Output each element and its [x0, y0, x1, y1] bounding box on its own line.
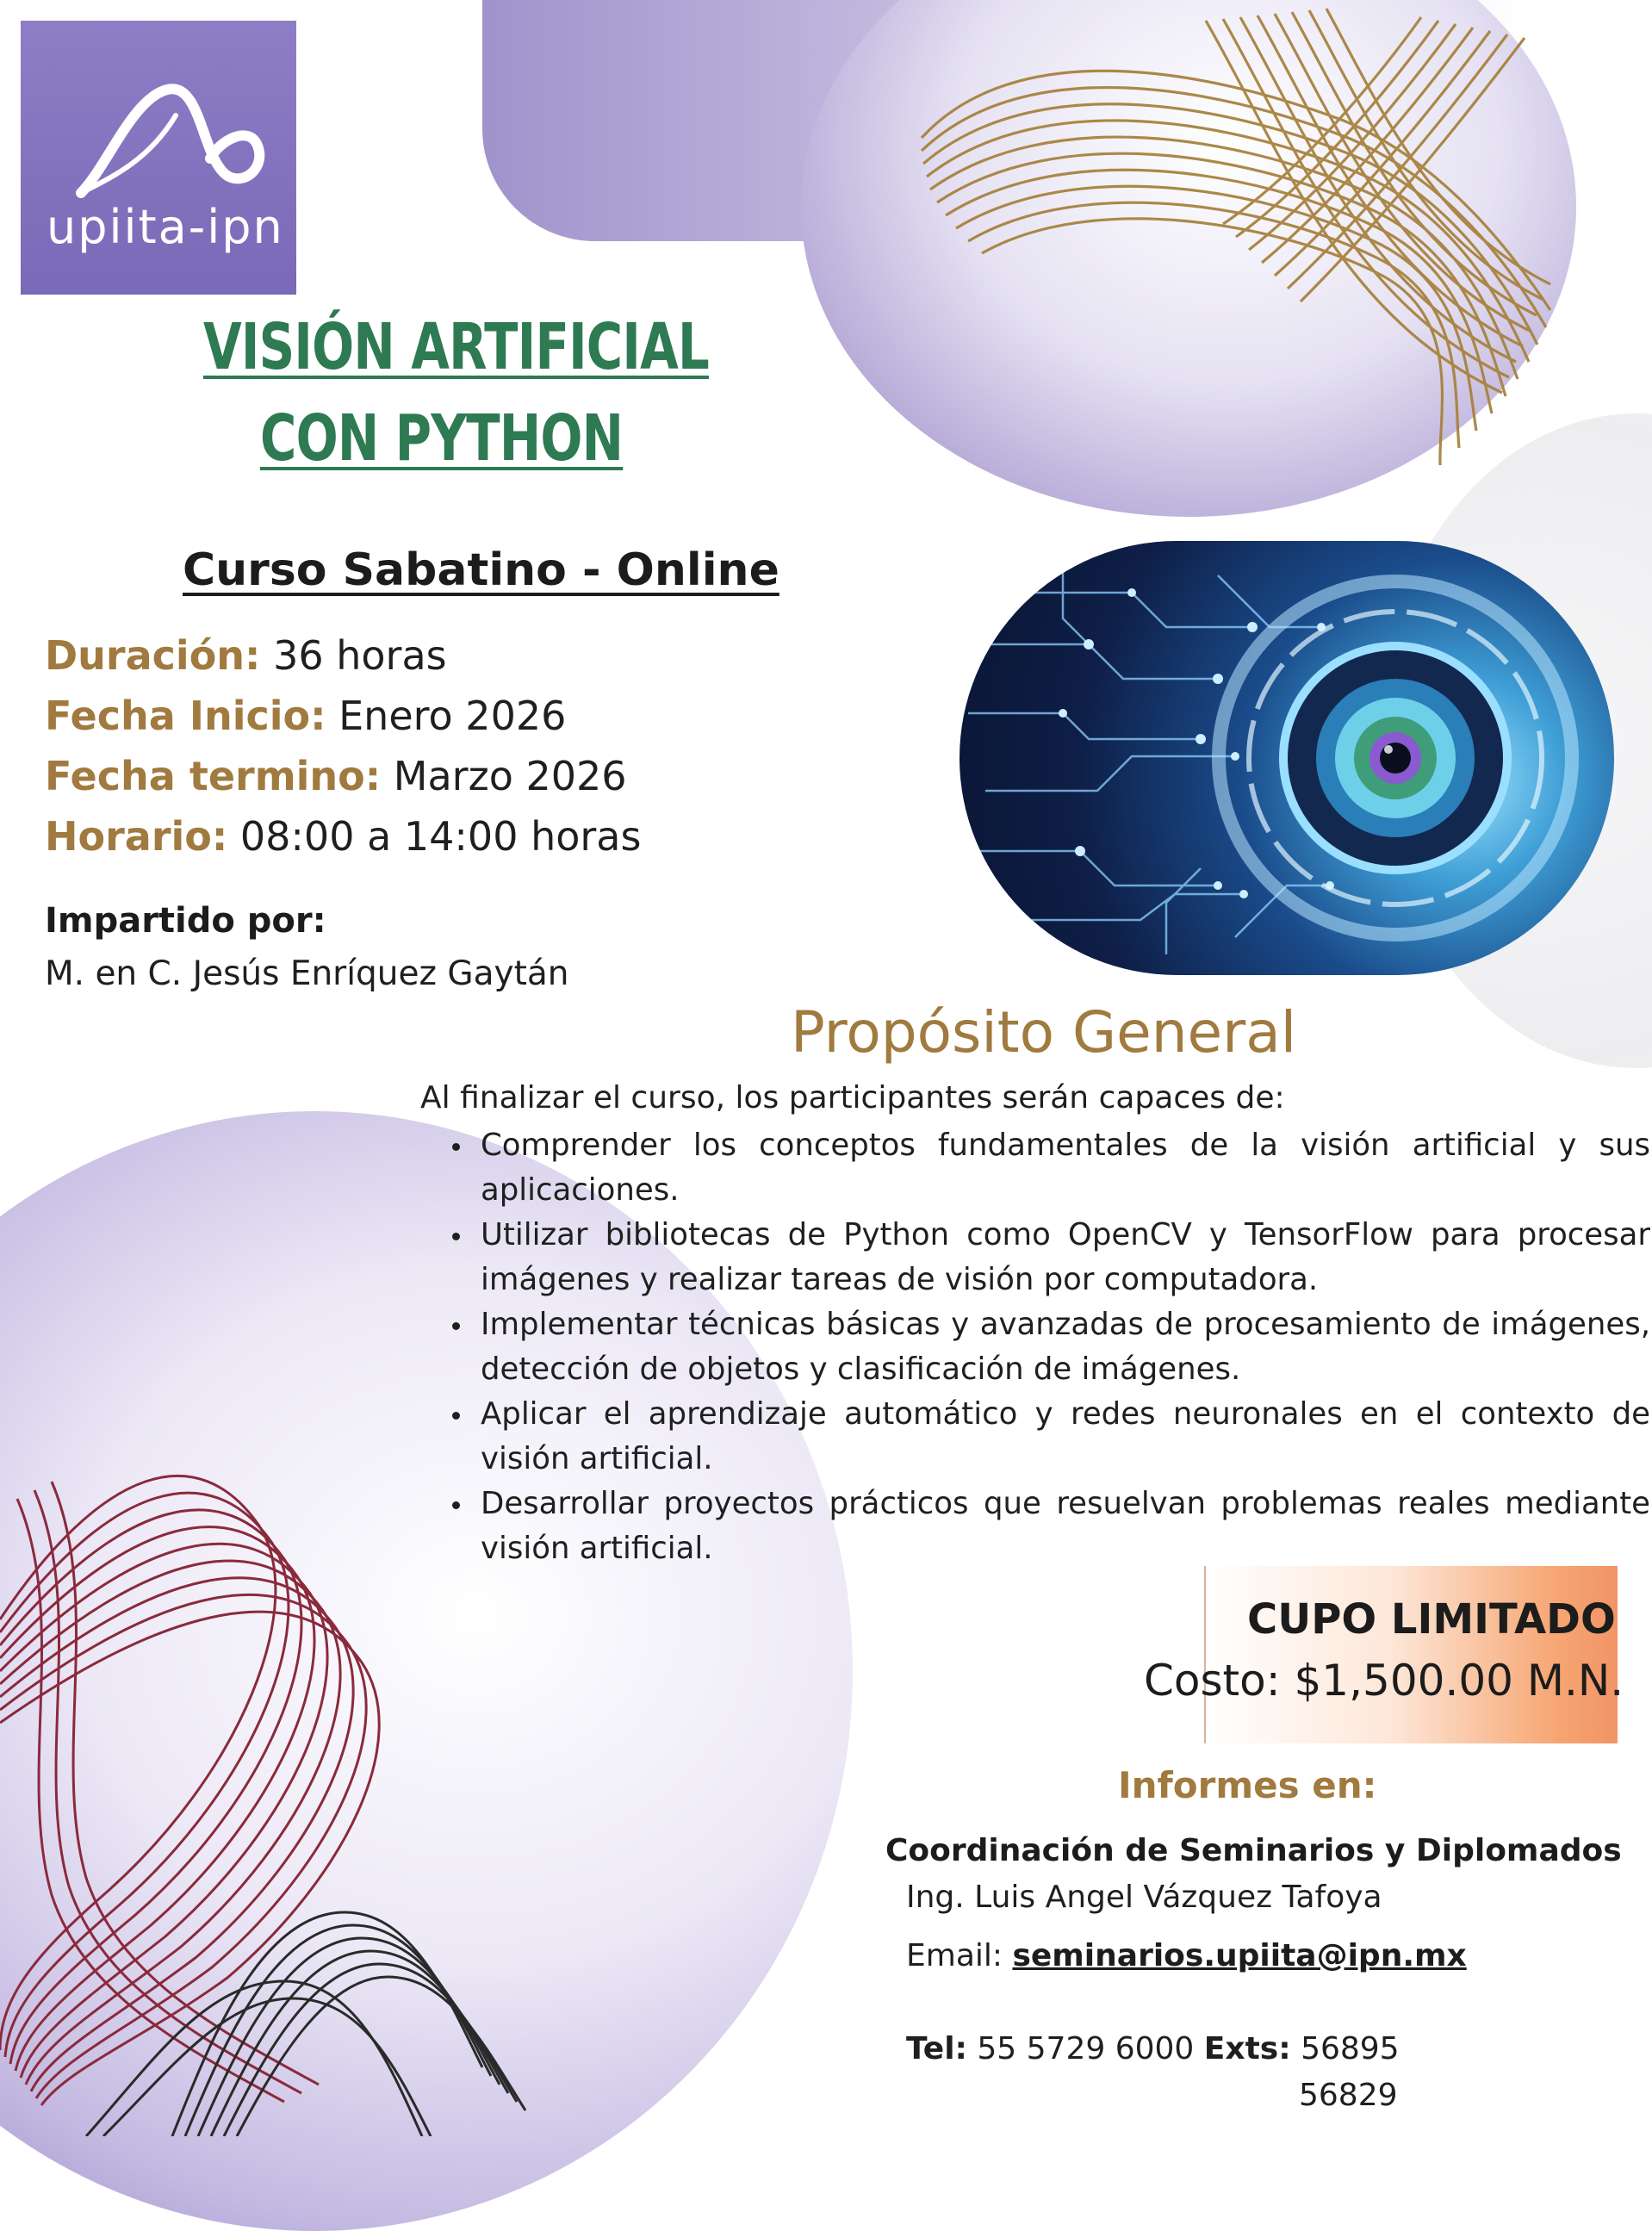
instructor-name: M. en C. Jesús Enríquez Gaytán — [45, 954, 569, 993]
detail-value: Enero 2026 — [326, 693, 567, 739]
course-title-line-1: VISIÓN ARTIFICIAL — [203, 310, 709, 384]
list-item: • Aplicar el aprendizaje automático y redes neuronales en el contexto de visión artificial. — [474, 1392, 1650, 1482]
list-item: • Desarrollar proyectos prácticos que resuelvan problemas reales mediante visión artificial. — [474, 1482, 1650, 1571]
detail-label: Fecha Inicio: — [45, 693, 326, 739]
course-title-line-2: CON PYTHON — [260, 401, 624, 475]
coordination-name: Coordinación de Seminarios y Diplomados — [885, 1833, 1622, 1868]
phone-row — [906, 2031, 1400, 2066]
cyber-eye-image — [960, 541, 1614, 975]
tel-label: Tel: — [906, 2031, 967, 2066]
email-label: Email: — [906, 1938, 1013, 1973]
email-link[interactable]: seminarios.upiita@ipn.mx — [1012, 1938, 1467, 1973]
purpose-intro: Al finalizar el curso, los participantes serán capaces de: — [420, 1080, 1285, 1116]
contact-person: Ing. Luis Angel Vázquez Tafoya — [906, 1880, 1382, 1915]
purpose-heading: Propósito General — [791, 999, 1297, 1066]
instructor-label: Impartido por: — [45, 901, 326, 941]
email-row — [906, 1938, 1467, 1973]
purpose-list — [438, 1123, 1650, 1571]
upiita-logo-icon — [72, 64, 270, 210]
detail-value: 36 horas — [260, 632, 447, 679]
list-item: • Comprender los conceptos fundamentales de la visión artificial y sus aplicaciones. — [474, 1123, 1650, 1213]
wine-ribbon-decoration — [0, 1447, 551, 2136]
detail-label: Horario: — [45, 813, 228, 860]
gold-ribbon-decoration — [896, 0, 1585, 517]
circuit-eye-illustration — [960, 541, 1614, 975]
detail-value: 08:00 a 14:00 horas — [227, 813, 642, 860]
detail-fecha-termino — [45, 753, 627, 799]
logo-text: upiita-ipn — [47, 200, 284, 254]
ext-number-2: 56829 — [1299, 2078, 1398, 2113]
ext-number-1: 56895 — [1290, 2031, 1400, 2066]
list-item: • Utilizar bibliotecas de Python como OpenCV y TensorFlow para procesar imágenes y realizar tareas de visión por computadora. — [474, 1213, 1650, 1302]
detail-fecha-inicio — [45, 693, 566, 739]
course-subtitle: Curso Sabatino - Online — [183, 544, 779, 596]
cupo-limitado-label: CUPO LIMITADO — [1247, 1595, 1616, 1644]
detail-value: Marzo 2026 — [381, 753, 627, 799]
list-item: • Implementar técnicas básicas y avanzadas de procesamiento de imágenes, detección de objetos y clasificación de imágenes. — [474, 1302, 1650, 1392]
detail-label: Fecha termino: — [45, 753, 382, 799]
detail-duracion — [45, 632, 447, 679]
detail-horario — [45, 813, 641, 860]
course-cost: Costo: $1,500.00 M.N. — [1144, 1656, 1624, 1706]
cupo-highlight-box — [1204, 1566, 1618, 1743]
ext-label: Exts: — [1203, 2031, 1291, 2066]
informes-heading: Informes en: — [1118, 1764, 1377, 1806]
tel-number: 55 5729 6000 — [966, 2031, 1204, 2066]
detail-label: Duración: — [45, 632, 261, 679]
